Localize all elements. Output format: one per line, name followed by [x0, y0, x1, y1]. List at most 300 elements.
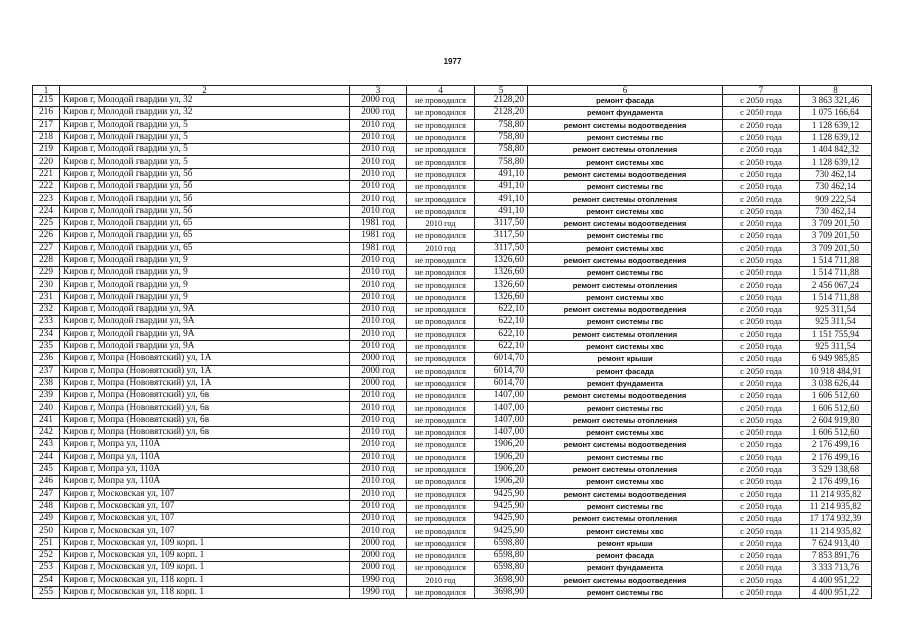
work-type-cell: ремонт фасада — [528, 95, 723, 107]
build-year-cell: 2010 год — [350, 205, 407, 217]
address-cell: Киров г, Молодой гвардии ул, 9А — [60, 340, 350, 352]
work-type-cell: ремонт системы хвс — [528, 156, 723, 168]
address-cell: Киров г, Молодой гвардии ул, 5 — [60, 144, 350, 156]
table-row — [33, 156, 872, 168]
row-number-cell: 218 — [33, 131, 60, 143]
planned-period-cell: с 2050 года — [723, 353, 800, 365]
address-cell: Киров г, Мопра (Нововятский) ул, 1А — [60, 353, 350, 365]
row-number-cell: 238 — [33, 377, 60, 389]
address-cell: Киров г, Московская ул, 107 — [60, 513, 350, 525]
table-row — [33, 439, 872, 451]
work-type-cell: ремонт системы гвс — [528, 230, 723, 242]
area-cell: 1906,20 — [475, 476, 528, 488]
build-year-cell: 2000 год — [350, 537, 407, 549]
planned-period-cell: с 2050 года — [723, 119, 800, 131]
column-header-8: 8 — [800, 86, 872, 95]
address-cell: Киров г, Мопра ул, 110А — [60, 463, 350, 475]
table-row — [33, 131, 872, 143]
column-header-5: 5 — [475, 86, 528, 95]
table-row — [33, 451, 872, 463]
planned-period-cell: с 2050 года — [723, 537, 800, 549]
table-row — [33, 119, 872, 131]
row-number-cell: 244 — [33, 451, 60, 463]
planned-period-cell: с 2050 года — [723, 242, 800, 254]
row-number-cell: 240 — [33, 402, 60, 414]
row-number-cell: 243 — [33, 439, 60, 451]
cost-cell: 1 128 639,12 — [800, 131, 872, 143]
work-type-cell: ремонт фасада — [528, 365, 723, 377]
last-repair-year-cell: не проводился — [407, 549, 475, 561]
build-year-cell: 2010 год — [350, 439, 407, 451]
cost-cell: 1 514 711,88 — [800, 291, 872, 303]
row-number-cell: 234 — [33, 328, 60, 340]
table-body — [33, 95, 872, 599]
work-type-cell: ремонт системы гвс — [528, 181, 723, 193]
last-repair-year-cell: не проводился — [407, 193, 475, 205]
address-cell: Киров г, Молодой гвардии ул, 5б — [60, 181, 350, 193]
address-cell: Киров г, Молодой гвардии ул, 9 — [60, 291, 350, 303]
table-row — [33, 414, 872, 426]
address-cell: Киров г, Московская ул, 107 — [60, 525, 350, 537]
area-cell: 6014,70 — [475, 353, 528, 365]
planned-period-cell: с 2050 года — [723, 365, 800, 377]
build-year-cell: 2000 год — [350, 353, 407, 365]
planned-period-cell: с 2050 года — [723, 574, 800, 586]
planned-period-cell: с 2050 года — [723, 254, 800, 266]
work-type-cell: ремонт фундамента — [528, 377, 723, 389]
address-cell: Киров г, Московская ул, 107 — [60, 488, 350, 500]
area-cell: 3698,90 — [475, 574, 528, 586]
address-cell: Киров г, Молодой гвардии ул, 5 — [60, 119, 350, 131]
cost-cell: 925 311,54 — [800, 304, 872, 316]
row-number-cell: 245 — [33, 463, 60, 475]
table-row — [33, 316, 872, 328]
cost-cell: 1 151 755,94 — [800, 328, 872, 340]
last-repair-year-cell: не проводился — [407, 586, 475, 598]
row-number-cell: 253 — [33, 562, 60, 574]
table-row — [33, 328, 872, 340]
cost-cell: 11 214 935,82 — [800, 500, 872, 512]
cost-cell: 1 606 512,60 — [800, 402, 872, 414]
register-table — [32, 85, 872, 599]
build-year-cell: 2010 год — [350, 181, 407, 193]
table-row — [33, 144, 872, 156]
table-row — [33, 525, 872, 537]
row-number-cell: 228 — [33, 254, 60, 266]
last-repair-year-cell: не проводился — [407, 291, 475, 303]
address-cell: Киров г, Мопра ул, 110А — [60, 439, 350, 451]
planned-period-cell: с 2050 года — [723, 267, 800, 279]
area-cell: 9425,90 — [475, 513, 528, 525]
row-number-cell: 222 — [33, 181, 60, 193]
table-row — [33, 402, 872, 414]
work-type-cell: ремонт системы водоотведения — [528, 217, 723, 229]
address-cell: Киров г, Московская ул, 109 корп. 1 — [60, 562, 350, 574]
planned-period-cell: с 2050 года — [723, 217, 800, 229]
address-cell: Киров г, Мопра (Нововятский) ул, 6в — [60, 390, 350, 402]
area-cell: 1407,00 — [475, 414, 528, 426]
work-type-cell: ремонт крыши — [528, 537, 723, 549]
last-repair-year-cell: не проводился — [407, 205, 475, 217]
row-number-cell: 255 — [33, 586, 60, 598]
work-type-cell: ремонт системы водоотведения — [528, 168, 723, 180]
planned-period-cell: с 2050 года — [723, 328, 800, 340]
work-type-cell: ремонт системы гвс — [528, 316, 723, 328]
cost-cell: 2 456 067,24 — [800, 279, 872, 291]
table-row — [33, 574, 872, 586]
area-cell: 1407,00 — [475, 402, 528, 414]
cost-cell: 1 075 166,64 — [800, 107, 872, 119]
row-number-cell: 215 — [33, 95, 60, 107]
row-number-cell: 227 — [33, 242, 60, 254]
address-cell: Киров г, Молодой гвардии ул, 32 — [60, 95, 350, 107]
address-cell: Киров г, Московская ул, 118 корп. 1 — [60, 574, 350, 586]
table-row — [33, 291, 872, 303]
table-row — [33, 267, 872, 279]
work-type-cell: ремонт системы хвс — [528, 291, 723, 303]
build-year-cell: 2010 год — [350, 316, 407, 328]
address-cell: Киров г, Молодой гвардии ул, 9А — [60, 316, 350, 328]
cost-cell: 1 128 639,12 — [800, 119, 872, 131]
area-cell: 491,10 — [475, 205, 528, 217]
work-type-cell: ремонт системы хвс — [528, 427, 723, 439]
address-cell: Киров г, Московская ул, 109 корп. 1 — [60, 549, 350, 561]
work-type-cell: ремонт системы водоотведения — [528, 304, 723, 316]
build-year-cell: 1990 год — [350, 574, 407, 586]
area-cell: 758,80 — [475, 144, 528, 156]
table-row — [33, 181, 872, 193]
last-repair-year-cell: не проводился — [407, 95, 475, 107]
work-type-cell: ремонт системы отопления — [528, 463, 723, 475]
last-repair-year-cell: не проводился — [407, 119, 475, 131]
cost-cell: 11 214 935,82 — [800, 525, 872, 537]
last-repair-year-cell: не проводился — [407, 107, 475, 119]
last-repair-year-cell: не проводился — [407, 513, 475, 525]
build-year-cell: 2010 год — [350, 500, 407, 512]
address-cell: Киров г, Мопра ул, 110А — [60, 476, 350, 488]
build-year-cell: 2010 год — [350, 291, 407, 303]
table-row — [33, 304, 872, 316]
row-number-cell: 246 — [33, 476, 60, 488]
area-cell: 1326,60 — [475, 291, 528, 303]
area-cell: 3117,50 — [475, 217, 528, 229]
table-row — [33, 488, 872, 500]
address-cell: Киров г, Молодой гвардии ул, 5б — [60, 205, 350, 217]
address-cell: Киров г, Молодой гвардии ул, 9 — [60, 267, 350, 279]
cost-cell: 730 462,14 — [800, 205, 872, 217]
area-cell: 758,80 — [475, 131, 528, 143]
row-number-cell: 249 — [33, 513, 60, 525]
build-year-cell: 1981 год — [350, 242, 407, 254]
cost-cell: 925 311,54 — [800, 316, 872, 328]
row-number-cell: 239 — [33, 390, 60, 402]
last-repair-year-cell: 2010 год — [407, 242, 475, 254]
work-type-cell: ремонт системы хвс — [528, 525, 723, 537]
table-row — [33, 340, 872, 352]
work-type-cell: ремонт системы водоотведения — [528, 439, 723, 451]
work-type-cell: ремонт системы гвс — [528, 586, 723, 598]
last-repair-year-cell: 2010 год — [407, 574, 475, 586]
cost-cell: 1 606 512,60 — [800, 390, 872, 402]
address-cell: Киров г, Мопра ул, 110А — [60, 451, 350, 463]
address-cell: Киров г, Молодой гвардии ул, 5б — [60, 168, 350, 180]
planned-period-cell: с 2050 года — [723, 230, 800, 242]
last-repair-year-cell: не проводился — [407, 537, 475, 549]
header-row — [33, 86, 872, 95]
planned-period-cell: с 2050 года — [723, 562, 800, 574]
planned-period-cell: с 2050 года — [723, 144, 800, 156]
build-year-cell: 2010 год — [350, 427, 407, 439]
table-row — [33, 500, 872, 512]
area-cell: 9425,90 — [475, 500, 528, 512]
work-type-cell: ремонт системы отопления — [528, 513, 723, 525]
last-repair-year-cell: не проводился — [407, 451, 475, 463]
planned-period-cell: с 2050 года — [723, 427, 800, 439]
cost-cell: 2 176 499,16 — [800, 451, 872, 463]
table-row — [33, 549, 872, 561]
planned-period-cell: с 2050 года — [723, 451, 800, 463]
address-cell: Киров г, Молодой гвардии ул, 9 — [60, 279, 350, 291]
build-year-cell: 2010 год — [350, 476, 407, 488]
planned-period-cell: с 2050 года — [723, 439, 800, 451]
area-cell: 758,80 — [475, 156, 528, 168]
area-cell: 1407,00 — [475, 427, 528, 439]
last-repair-year-cell: не проводился — [407, 230, 475, 242]
table-row — [33, 463, 872, 475]
row-number-cell: 220 — [33, 156, 60, 168]
planned-period-cell: с 2050 года — [723, 377, 800, 389]
last-repair-year-cell: не проводился — [407, 304, 475, 316]
planned-period-cell: с 2050 года — [723, 291, 800, 303]
address-cell: Киров г, Молодой гвардии ул, 9 — [60, 254, 350, 266]
build-year-cell: 2010 год — [350, 168, 407, 180]
last-repair-year-cell: не проводился — [407, 316, 475, 328]
address-cell: Киров г, Молодой гвардии ул, 9А — [60, 328, 350, 340]
planned-period-cell: с 2050 года — [723, 156, 800, 168]
last-repair-year-cell: не проводился — [407, 377, 475, 389]
address-cell: Киров г, Московская ул, 109 корп. 1 — [60, 537, 350, 549]
planned-period-cell: с 2050 года — [723, 549, 800, 561]
table-row — [33, 427, 872, 439]
work-type-cell: ремонт системы гвс — [528, 131, 723, 143]
build-year-cell: 2000 год — [350, 377, 407, 389]
build-year-cell: 1990 год — [350, 586, 407, 598]
table-row — [33, 279, 872, 291]
planned-period-cell: с 2050 года — [723, 131, 800, 143]
last-repair-year-cell: не проводился — [407, 427, 475, 439]
planned-period-cell: с 2050 года — [723, 390, 800, 402]
page-number: 1977 — [443, 57, 462, 66]
build-year-cell: 1981 год — [350, 230, 407, 242]
area-cell: 9425,90 — [475, 525, 528, 537]
row-number-cell: 252 — [33, 549, 60, 561]
table-row — [33, 513, 872, 525]
address-cell: Киров г, Молодой гвардии ул, 5 — [60, 156, 350, 168]
last-repair-year-cell: не проводился — [407, 131, 475, 143]
area-cell: 1407,00 — [475, 390, 528, 402]
build-year-cell: 2010 год — [350, 156, 407, 168]
cost-cell: 3 529 138,68 — [800, 463, 872, 475]
row-number-cell: 254 — [33, 574, 60, 586]
work-type-cell: ремонт фундамента — [528, 562, 723, 574]
row-number-cell: 235 — [33, 340, 60, 352]
address-cell: Киров г, Молодой гвардии ул, 32 — [60, 107, 350, 119]
build-year-cell: 2010 год — [350, 279, 407, 291]
planned-period-cell: с 2050 года — [723, 181, 800, 193]
column-header-2: 2 — [60, 86, 350, 95]
cost-cell: 1 606 512,60 — [800, 427, 872, 439]
build-year-cell: 2010 год — [350, 119, 407, 131]
build-year-cell: 2010 год — [350, 144, 407, 156]
last-repair-year-cell: не проводился — [407, 267, 475, 279]
table-row — [33, 168, 872, 180]
cost-cell: 3 709 201,50 — [800, 230, 872, 242]
address-cell: Киров г, Мопра (Нововятский) ул, 1А — [60, 365, 350, 377]
address-cell: Киров г, Молодой гвардии ул, 65 — [60, 230, 350, 242]
build-year-cell: 1981 год — [350, 217, 407, 229]
address-cell: Киров г, Молодой гвардии ул, 9А — [60, 304, 350, 316]
planned-period-cell: с 2050 года — [723, 193, 800, 205]
table-row — [33, 205, 872, 217]
build-year-cell: 2010 год — [350, 267, 407, 279]
area-cell: 491,10 — [475, 181, 528, 193]
build-year-cell: 2010 год — [350, 193, 407, 205]
planned-period-cell: с 2050 года — [723, 414, 800, 426]
area-cell: 1906,20 — [475, 463, 528, 475]
last-repair-year-cell: не проводился — [407, 340, 475, 352]
build-year-cell: 2010 год — [350, 390, 407, 402]
table-row — [33, 193, 872, 205]
last-repair-year-cell: не проводился — [407, 328, 475, 340]
planned-period-cell: с 2050 года — [723, 304, 800, 316]
row-number-cell: 241 — [33, 414, 60, 426]
area-cell: 3117,50 — [475, 230, 528, 242]
area-cell: 9425,90 — [475, 488, 528, 500]
planned-period-cell: с 2050 года — [723, 525, 800, 537]
area-cell: 622,10 — [475, 340, 528, 352]
area-cell: 622,10 — [475, 304, 528, 316]
build-year-cell: 2010 год — [350, 525, 407, 537]
row-number-cell: 247 — [33, 488, 60, 500]
row-number-cell: 250 — [33, 525, 60, 537]
work-type-cell: ремонт системы гвс — [528, 500, 723, 512]
build-year-cell: 2000 год — [350, 365, 407, 377]
last-repair-year-cell: не проводился — [407, 168, 475, 180]
planned-period-cell: с 2050 года — [723, 463, 800, 475]
build-year-cell: 2000 год — [350, 549, 407, 561]
planned-period-cell: с 2050 года — [723, 205, 800, 217]
work-type-cell: ремонт фундамента — [528, 107, 723, 119]
cost-cell: 10 918 484,91 — [800, 365, 872, 377]
area-cell: 6598,80 — [475, 549, 528, 561]
row-number-cell: 242 — [33, 427, 60, 439]
work-type-cell: ремонт системы отопления — [528, 414, 723, 426]
planned-period-cell: с 2050 года — [723, 168, 800, 180]
address-cell: Киров г, Молодой гвардии ул, 5 — [60, 131, 350, 143]
row-number-cell: 251 — [33, 537, 60, 549]
last-repair-year-cell: не проводился — [407, 279, 475, 291]
planned-period-cell: с 2050 года — [723, 500, 800, 512]
last-repair-year-cell: не проводился — [407, 181, 475, 193]
work-type-cell: ремонт системы водоотведения — [528, 488, 723, 500]
row-number-cell: 248 — [33, 500, 60, 512]
table-row — [33, 586, 872, 598]
work-type-cell: ремонт системы отопления — [528, 193, 723, 205]
area-cell: 2128,20 — [475, 95, 528, 107]
area-cell: 1906,20 — [475, 451, 528, 463]
area-cell: 622,10 — [475, 328, 528, 340]
work-type-cell: ремонт системы водоотведения — [528, 254, 723, 266]
table-row — [33, 217, 872, 229]
work-type-cell: ремонт системы гвс — [528, 402, 723, 414]
cost-cell: 925 311,54 — [800, 340, 872, 352]
cost-cell: 909 222,54 — [800, 193, 872, 205]
work-type-cell: ремонт системы отопления — [528, 279, 723, 291]
last-repair-year-cell: не проводился — [407, 156, 475, 168]
table-row — [33, 95, 872, 107]
area-cell: 6014,70 — [475, 365, 528, 377]
last-repair-year-cell: не проводился — [407, 144, 475, 156]
last-repair-year-cell: не проводился — [407, 488, 475, 500]
row-number-cell: 231 — [33, 291, 60, 303]
planned-period-cell: с 2050 года — [723, 340, 800, 352]
row-number-cell: 224 — [33, 205, 60, 217]
planned-period-cell: с 2050 года — [723, 107, 800, 119]
cost-cell: 730 462,14 — [800, 181, 872, 193]
cost-cell: 2 604 919,80 — [800, 414, 872, 426]
build-year-cell: 2010 год — [350, 513, 407, 525]
planned-period-cell: с 2050 года — [723, 95, 800, 107]
work-type-cell: ремонт системы хвс — [528, 340, 723, 352]
planned-period-cell: с 2050 года — [723, 513, 800, 525]
build-year-cell: 2000 год — [350, 562, 407, 574]
row-number-cell: 219 — [33, 144, 60, 156]
address-cell: Киров г, Молодой гвардии ул, 5б — [60, 193, 350, 205]
build-year-cell: 2010 год — [350, 451, 407, 463]
work-type-cell: ремонт системы водоотведения — [528, 390, 723, 402]
build-year-cell: 2000 год — [350, 107, 407, 119]
build-year-cell: 2010 год — [350, 304, 407, 316]
work-type-cell: ремонт системы гвс — [528, 267, 723, 279]
area-cell: 2128,20 — [475, 107, 528, 119]
row-number-cell: 221 — [33, 168, 60, 180]
table-row — [33, 562, 872, 574]
address-cell: Киров г, Мопра (Нововятский) ул, 1А — [60, 377, 350, 389]
cost-cell: 4 400 951,22 — [800, 586, 872, 598]
area-cell: 491,10 — [475, 168, 528, 180]
area-cell: 3117,50 — [475, 242, 528, 254]
cost-cell: 2 176 499,16 — [800, 439, 872, 451]
work-type-cell: ремонт системы хвс — [528, 242, 723, 254]
area-cell: 1326,60 — [475, 267, 528, 279]
row-number-cell: 217 — [33, 119, 60, 131]
cost-cell: 4 400 951,22 — [800, 574, 872, 586]
address-cell: Киров г, Молодой гвардии ул, 65 — [60, 217, 350, 229]
row-number-cell: 232 — [33, 304, 60, 316]
cost-cell: 3 038 626,44 — [800, 377, 872, 389]
work-type-cell: ремонт системы водоотведения — [528, 119, 723, 131]
area-cell: 1906,20 — [475, 439, 528, 451]
column-header-7: 7 — [723, 86, 800, 95]
last-repair-year-cell: не проводился — [407, 476, 475, 488]
build-year-cell: 2010 год — [350, 328, 407, 340]
address-cell: Киров г, Мопра (Нововятский) ул, 6в — [60, 414, 350, 426]
build-year-cell: 2010 год — [350, 131, 407, 143]
table-row — [33, 365, 872, 377]
cost-cell: 6 949 985,85 — [800, 353, 872, 365]
work-type-cell: ремонт системы водоотведения — [528, 574, 723, 586]
last-repair-year-cell: не проводился — [407, 525, 475, 537]
